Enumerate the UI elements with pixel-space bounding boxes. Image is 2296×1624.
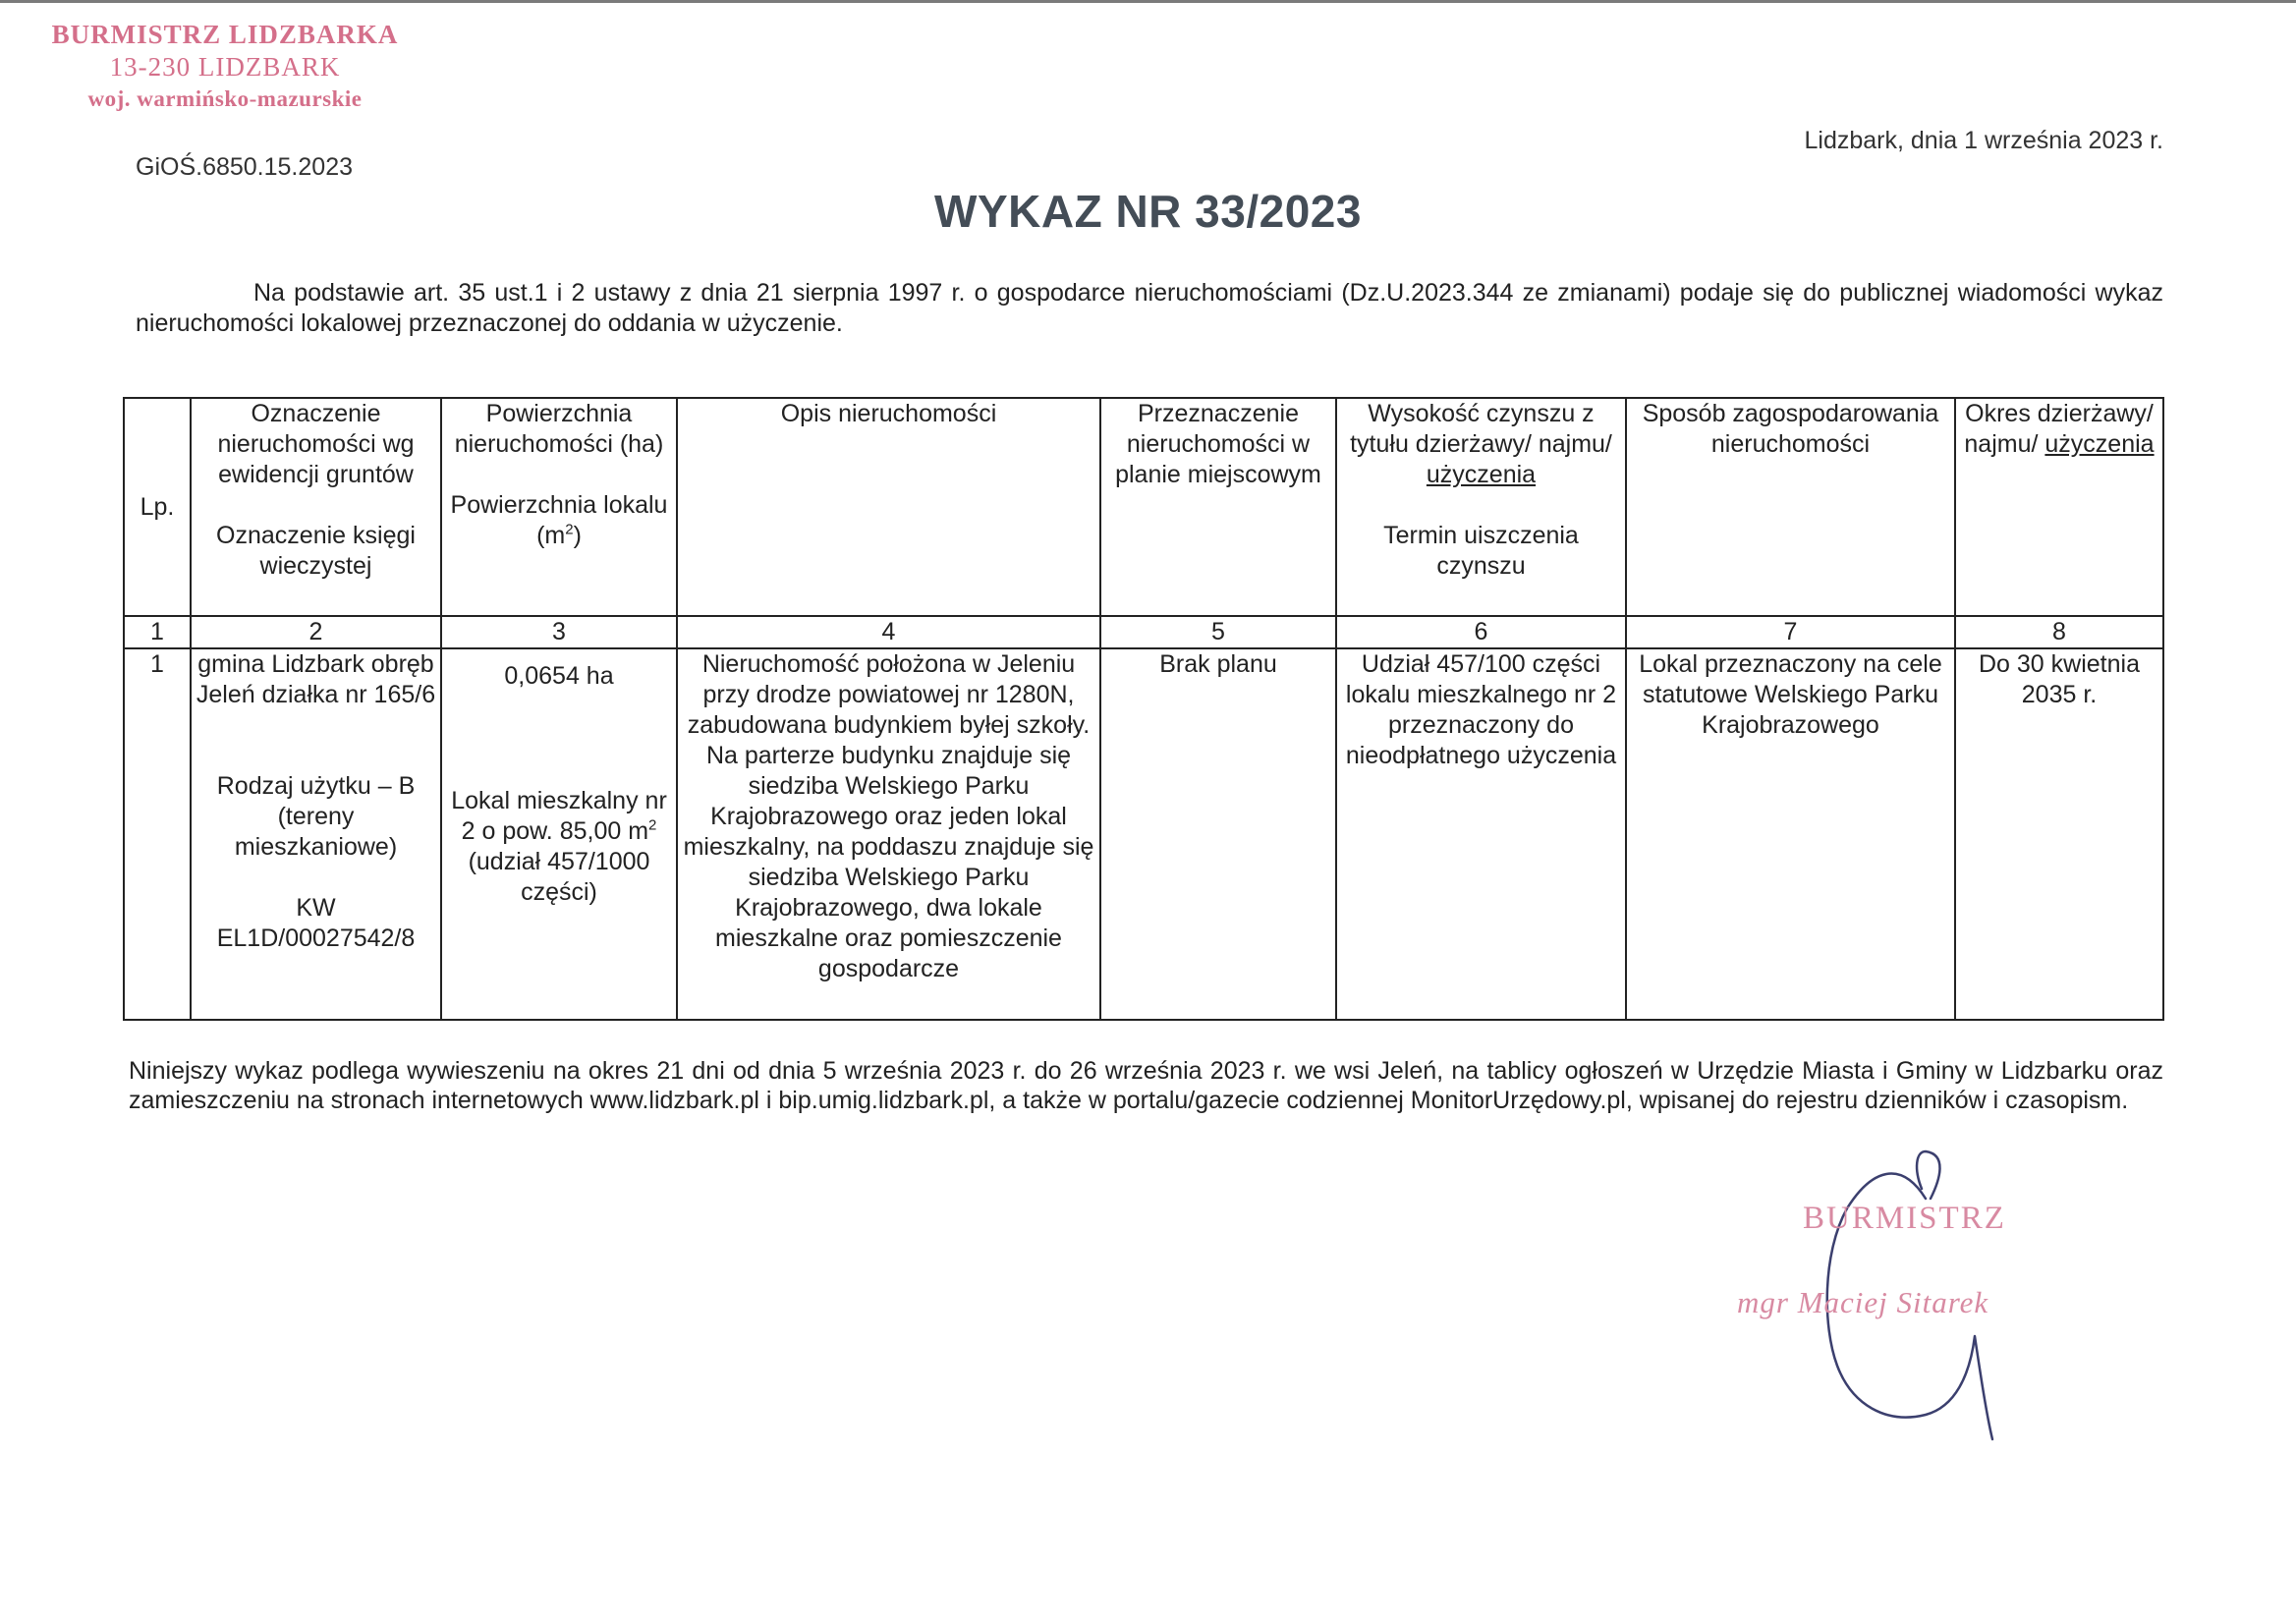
column-number-row <box>124 616 2163 648</box>
property-table <box>123 397 2164 1021</box>
header-land-register-text: Oznaczenie księgi wieczystej <box>216 522 416 580</box>
header-area-local-text: Powierzchnia lokalu (m <box>450 491 668 549</box>
header-period-text: Okres dzierżawy/ najmu/ <box>1964 400 2154 458</box>
cell-area-ha: 0,0654 ha <box>504 662 614 690</box>
header-area-sup: 2 <box>565 521 574 538</box>
cell-land-use-type: Rodzaj użytku – B (tereny mieszkaniowe) <box>216 772 416 861</box>
header-land-use: Sposób zagospodarowania nieruchomości <box>1626 398 1955 616</box>
stamp-line-3: woj. warmińsko-mazurskie <box>87 86 363 111</box>
cell-period: Do 30 kwietnia 2035 r. <box>1955 648 2163 1020</box>
cell-area-sup: 2 <box>648 816 657 834</box>
header-rent-text: Wysokość czynszu z tytułu dzierżawy/ najmu/ <box>1350 400 1612 458</box>
document-date: Lidzbark, dnia 1 września 2023 r. <box>1804 127 2163 154</box>
header-area-ha-text: Powierzchnia nieruchomości (ha) <box>454 400 664 458</box>
cell-area-local: Lokal mieszkalny nr 2 o pow. 85,00 m <box>451 787 667 845</box>
header-land-designation <box>191 398 441 616</box>
column-number: 1 <box>124 616 191 648</box>
signature-block <box>1729 1140 2102 1454</box>
header-area-close: ) <box>573 522 582 549</box>
stamp-line-2: 13-230 LIDZBARK <box>109 52 341 82</box>
signature-title: BURMISTRZ <box>1803 1201 2006 1236</box>
header-period <box>1955 398 2163 616</box>
stamp-line-1: BURMISTRZ LIDZBARKA <box>51 20 399 49</box>
cell-zoning: Brak planu <box>1100 648 1336 1020</box>
header-area <box>441 398 677 616</box>
column-number: 2 <box>191 616 441 648</box>
column-number: 6 <box>1336 616 1626 648</box>
document-title: WYKAZ NR 33/2023 <box>934 186 1362 237</box>
column-number: 4 <box>677 616 1100 648</box>
header-rent-underlined: użyczenia <box>1426 461 1537 488</box>
cell-land-use: Lokal przeznaczony na cele statutowe Welskiego Parku Krajobrazowego <box>1626 648 1955 1020</box>
cell-land-parcel: gmina Lidzbark obręb Jeleń działka nr 165/6 <box>196 650 436 708</box>
column-number: 3 <box>441 616 677 648</box>
header-payment-deadline: Termin uiszczenia czynszu <box>1383 522 1579 580</box>
header-lp: Lp. <box>124 398 191 616</box>
header-rent <box>1336 398 1626 616</box>
office-stamp <box>43 20 407 112</box>
cell-area-share: (udział 457/1000 części) <box>468 848 650 906</box>
reference-number: GiOŚ.6850.15.2023 <box>136 153 353 181</box>
top-rule <box>0 0 2296 3</box>
table-row <box>124 648 2163 1020</box>
cell-land-register: KW EL1D/00027542/8 <box>216 894 416 952</box>
signature-name: mgr Maciej Sitarek <box>1737 1285 1989 1319</box>
header-description: Opis nieruchomości <box>677 398 1100 616</box>
header-land-designation-text: Oznaczenie nieruchomości wg ewidencji gruntów <box>217 400 415 488</box>
column-number: 5 <box>1100 616 1336 648</box>
column-number: 7 <box>1626 616 1955 648</box>
table-header-row <box>124 398 2163 616</box>
cell-rent: Udział 457/100 części lokalu mieszkalnego nr 2 przeznaczony do nieodpłatnego użyczenia <box>1336 648 1626 1020</box>
footer-paragraph: Niniejszy wykaz podlega wywieszeniu na okres 21 dni od dnia 5 września 2023 r. do 26 września 2023 r. we wsi Jeleń, na tablicy ogłoszeń w Urzędzie Miasta i Gminy w Lidzbarku oraz zamieszczeniu na stronach internetowych www.lidzbark.pl i bip.umig.lidzbark.pl, a także w portalu/gazecie codziennej MonitorUrzędowy.pl, wpisanej do rejestru dzienników i czasopism. <box>129 1057 2163 1114</box>
column-number: 8 <box>1955 616 2163 648</box>
intro-paragraph: Na podstawie art. 35 ust.1 i 2 ustawy z dnia 21 sierpnia 1997 r. o gospodarce nieruchomościami (Dz.U.2023.344 ze zmianami) podaje się do publicznej wiadomości wykaz nieruchomości lokalowej przeznaczonej do oddania w użyczenie. <box>136 279 2163 337</box>
cell-area <box>441 648 677 1020</box>
cell-description: Nieruchomość położona w Jeleniu przy drodze powiatowej nr 1280N, zabudowana budynkiem byłej szkoły. Na parterze budynku znajduje się siedziba Welskiego Parku Krajobrazowego oraz jeden lokal mieszkalny, na poddaszu znajduje się siedziba Welskiego Parku Krajobrazowego, dwa lokale mieszkalne oraz pomieszczenie gospodarcze <box>677 648 1100 1020</box>
header-period-underlined: użyczenia <box>2044 430 2155 458</box>
cell-land-designation <box>191 648 441 1020</box>
header-zoning: Przeznaczenie nieruchomości w planie miejscowym <box>1100 398 1336 616</box>
cell-lp: 1 <box>124 648 191 1020</box>
